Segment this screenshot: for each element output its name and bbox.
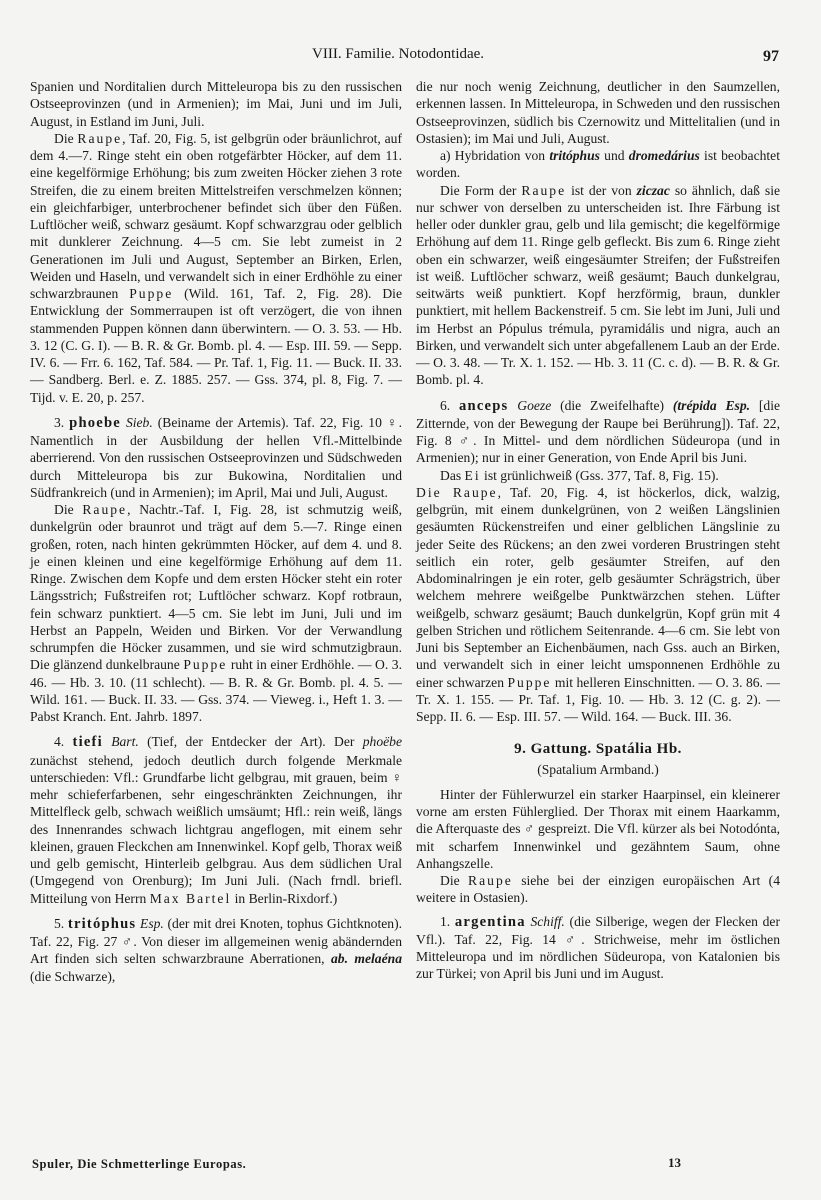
species-author: Bart. bbox=[111, 734, 139, 750]
species-entry-phoebe: 3. phoebe Sieb. (Beiname der Artemis). Taf. 22, Fig. 10 ♀. Namentlich in der Ausbildung der hellen Vfl.-Mittelbinde aberrierend. Von den russischen Ostseeprovinzen und Südschweden durch Mitteleuropa bis zur Bukowina, Norditalien und Südfrankreich (und in Armenien); im April, Mai und Juli, August. bbox=[30, 414, 403, 500]
term-raupe: Raupe bbox=[77, 130, 123, 146]
species-author: Sieb. bbox=[125, 414, 153, 430]
species-name: phoebe bbox=[69, 414, 121, 431]
genus-heading: 9. Gattung. Spatália Hb. bbox=[514, 741, 682, 758]
paragraph-raupe: Die Form der Raupe ist der von ziczac so ähnlich, daß sie nur schwer von derselben zu unterscheiden ist. Ihre Färbung ist heller oder dunkler grau, gelb und lila gemischt; die kegelförmige Erhöhung auf dem 11. Ringe gelb gefleckt. Bis zum 6. Ringe zieht oben ein schwarzer, weiß eingesäumter Streifen; der Fußstreifen ist weiß. Luftlöcher schwarz, weiß gesäumt; Bauch dunkelgrau, seitwärts weiß punktiert. Kopf herzförmig, braun, dunkler punktiert, mit hellem Backenstreif. 5 cm. Sie lebt im Juni, Juli und im Herbst an Pópulus trémula, pyramidális und nigra, auch an Birken, und verwandelt sich unter abgefallenem Laub an der Erde. — O. 3. 48. — Tr. X. 1. 152. — Hb. 3. 11 (C. c. d). — B. R. & Gr. Bomb. pl. 4. bbox=[416, 182, 781, 388]
species-name: tritóphus bbox=[67, 915, 137, 932]
paragraph-raupe: Die Raupe, Nachtr.-Taf. I, Fig. 28, ist schmutzig weiß, dunkelgrün oder braunrot und trägt auf dem 5.—7. Ringe einen großen, roten, nach hinten gekrümmten Höcker, auf dem 4. und 8. je einen kleinen und eine kegelförmige Erhöhung auf dem 11. Ringe. Zwischen dem Kopfe und dem ersten Höcker steht ein roter Längsstrich; Fußstreifen rot; Luftlöcher schwarz. Kopf rotbraun, fein schwarz punktiert. 4—5 cm. Sie lebt im Juni, Juli und im Herbst an Pappeln, Weiden und Birken. Vor der Verwandlung schrumpfen die Höcker zusammen, und sie wird schmutzigbraun. Die glänzend dunkelbraune Puppe ruht in einer Erdhöhle. — O. 3. 46. — Hb. 3. 10. (11 schlecht). — B. R. & Gr. Bomb. pl. 4. 5. — Wild. 161. — Buck. II. 33. — Gss. 374. — Vieweg. i., Heft 1. 3. — Pabst Kranch. Ent. Jahrb. 1897. bbox=[30, 502, 403, 724]
term-puppe: Puppe bbox=[183, 657, 228, 673]
term-raupe: Die Raupe bbox=[416, 484, 498, 500]
term-ei: Ei bbox=[464, 467, 481, 483]
person-name: Max Bartel bbox=[149, 890, 232, 906]
paragraph-raupe: Die Raupe siehe bei der einzigen europäischen Art (4 weitere in Ostasien). bbox=[416, 873, 780, 906]
species-entry-argentina: 1. argentina Schiff. (die Silberige, wegen der Flecken der Vfl.). Taf. 22, Fig. 14 ♂. Strichweise, mehr im östlichen Mitteleuropa und im nördlichen Südeuropa, von Katalonien bis zur Türkei; von April bis Juni und im August. bbox=[416, 913, 780, 982]
paragraph-raupe: Die Raupe, Taf. 20, Fig. 5, ist gelbgrün oder bräunlichrot, auf dem 4.—7. Ringe steht ein oben rotgefärbter Höcker, auf dem 11. eine kegelförmige Erhöhung; bis zum zweiten Höcker ziehen 3 rote Streifen, die zu einem breiten Mittelstreifen verschmelzen können; ein gleichfarbiger, unterbrochener befindet sich über den Füßen. Luftlöcher weiß, schwarz gesäumt. Kopf schwarzgrau oder gelblich mit dunklerer Zeichnung. 4—5 cm. Sie lebt zumeist in 2 Generationen im Juli und August, September an Birken, Erlen, Weiden und Haseln, und verwandelt sich in einer Erdhöhle zu einer schwarzbraunen Puppe (Wild. 161, Taf. 2, Fig. 28). Die Entwicklung der Sommerraupen ist oft verzögert, die von ihnen stammenden Puppen können dann überwintern. — O. 3. 53. — Hb. 3. 12 (C. G. I). — B. R. & Gr. Bomb. pl. 4. — Esp. III. 59. — Sepp. IV. 6. — Frr. 6. 162, Taf. 584. — Pr. Taf. 1, Fig. 11. — Buck. II. 33. — Sandberg. Berl. e. Z. 1885. 257. — Gss. 374, pl. 8, Fig. 7. — Tijd. v. E. 20, p. 257. bbox=[30, 130, 402, 405]
species-author: Esp. bbox=[140, 915, 164, 931]
paragraph: Spanien und Norditalien durch Mitteleuropa bis zu den russischen Ostseeprovinzen (und in Armenien); im Mai, Juni und im Juli, August, in Estland im Juni, Juli. bbox=[30, 79, 402, 129]
species-name: anceps bbox=[459, 397, 509, 414]
paragraph: die nur noch wenig Zeichnung, deutlicher in den Saumzellen, erkennen lassen. In Mitteleuropa, in Schweden und den russischen Ostseeprovinzen, südlich bis Czernowitz und Mittelitalien (und in Ostasien); im Mai und Juli, August. bbox=[416, 79, 780, 146]
term-raupe: Raupe bbox=[468, 873, 513, 888]
term-raupe: Raupe bbox=[82, 502, 128, 517]
genus-description: Hinter der Fühlerwurzel ein starker Haarpinsel, ein kleinerer vorne am ersten Fühlerglied. Der Thorax mit einem Haarkamm, die Afterquaste des ♂ gespreizt. Die Vfl. kürzer als bei Notodónta, mit scharfem Innenwinkel und gezähntem Saum, ohne Anhangszelle. bbox=[416, 786, 780, 871]
right-column bbox=[416, 78, 780, 983]
species-author: Schiff. bbox=[530, 913, 565, 929]
term-puppe: Puppe bbox=[507, 674, 552, 690]
species-entry-anceps: 6. anceps Goeze (die Zweifelhafte) (trépida Esp. [die Zitternde, von der Bewegung der Raupe bei Berührung]). Taf. 22, Fig. 8 ♂. In Mittel- und dem nördlichen Südeuropa (und in Armenien); nur in einer Generation, von Ende April bis Juni. bbox=[416, 397, 780, 466]
page-number: 97 bbox=[763, 48, 779, 65]
species-name: tiefi bbox=[72, 734, 103, 751]
paragraph-raupe: Die Raupe, Taf. 20, Fig. 4, ist höckerlos, dick, walzig, gelbgrün, mit einem dunkelgrünen, von 2 weißen Längslinien gesäumten Rückenstreifen und einer gelblichen Längslinie zu jeder Seite des Rückens; an den zwei vorderen Brustringen steht seitlich ein roter, gelb gesäumter Streifen, auf den Abdominalringen je ein roter, gelb gesäumter Schrägstrich, über welchem mehrere weißgelbe Punktwärzchen stehen. Lüfter weißgelb, schwarz gesäumt; Bauch dunkelgrün, Kopf grün mit 4 gelben Strichen und rötlichem Seitenrande. 4—6 cm. Sie lebt von Juni bis September an Eichenbäumen, nach Gss. auch an Birken, und verwandelt sich in einer leicht umsponnenen Erdhöhle zu einer schwarzen Puppe mit helleren Einschnitten. — O. 3. 86. — Tr. X. 1. 155. — Pr. Taf. 1, Fig. 10. — Hb. 3. 12 (C. g. 2). — Sepp. II. 6. — Esp. III. 57. — Wild. 164. — Buck. III. 36. bbox=[416, 484, 780, 724]
footer-book-title: Spuler, Die Schmetterlinge Europas. bbox=[32, 1157, 247, 1171]
term-raupe: Raupe bbox=[521, 182, 567, 198]
species-name: argentina bbox=[454, 913, 526, 930]
species-entry-tiefi: 4. tiefi Bart. (Tief, der Entdecker der Art). Der phoëbe zunächst stehend, jedoch deutlich durch folgende Merkmale unterschieden: Vfl.: Grundfarbe licht gelbgrau, mit grauen, beim ♀ mehr schieferfarbenen, sehr eingeschränkten Zeichnungen, ihr Mittelfleck gelb, schwach weißlich umsäumt; Hfl.: rein weiß, längs des Innenrandes schwach lichtgrau angeflogen, mit einem sehr kleinen, grauen Fleckchen am Innenwinkel. Kopf gelb, Thorax weiß und gelb gemischt, Hinterleib gelbgrau. Aus dem südlichen Ural (Umgegend von Orenburg); Im Juni Juli. (Nach frndl. briefl. Mitteilung von Herrn Max Bartel in Berlin-Rixdorf.) bbox=[30, 734, 402, 906]
paragraph-ei: Das Ei ist grünlichweiß (Gss. 377, Taf. 8, Fig. 15). bbox=[440, 467, 719, 483]
left-column bbox=[30, 78, 402, 985]
genus-subtitle: (Spatalium Armband.) bbox=[537, 761, 659, 777]
running-header bbox=[0, 46, 821, 68]
header-title: VIII. Familie. Notodontidae. bbox=[312, 46, 485, 62]
species-entry-tritophus: 5. tritóphus Esp. (der mit drei Knoten, tophus Gichtknoten). Taf. 22, Fig. 27 ♂. Von dieser im allgemeinen wenig abändernden Art finden sich selten schwarzbraune Aberrationen, ab. melaéna (die Schwarze), bbox=[30, 915, 402, 984]
term-puppe: Puppe bbox=[129, 286, 174, 301]
species-author: Goeze bbox=[517, 397, 552, 413]
signature-mark: 13 bbox=[668, 1155, 681, 1170]
paragraph-hybridation: a) Hybridation von tritóphus und dromedárius ist beobachtet worden. bbox=[416, 148, 780, 181]
